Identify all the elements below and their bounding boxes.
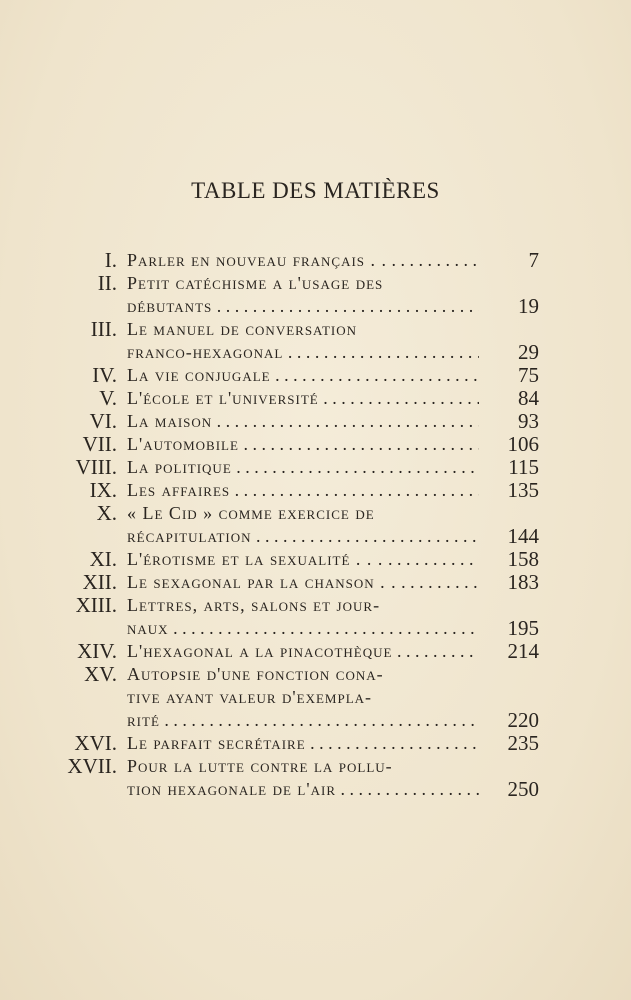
toc-line [0, 341, 631, 364]
chapter-title: Les affaires . . . [127, 479, 479, 502]
toc-line [0, 663, 631, 686]
toc-line [0, 686, 631, 709]
chapter-title: Pour la lutte contre la pollu- [127, 756, 393, 776]
toc-line [0, 548, 631, 571]
toc-line [0, 387, 631, 410]
chapter-number: III. [90, 317, 117, 341]
chapter-number: IX. [89, 478, 117, 502]
toc-line [0, 479, 631, 502]
chapter-number: XI. [89, 547, 117, 571]
toc-line [0, 318, 631, 341]
chapter-number: I. [104, 248, 117, 272]
toc-line [0, 249, 631, 272]
toc-line [0, 456, 631, 479]
chapter-number: IV. [92, 363, 117, 387]
toc-line [0, 410, 631, 433]
page-number: 29 [518, 340, 539, 364]
toc-line [0, 433, 631, 456]
toc-line [0, 295, 631, 318]
page-number: 220 [507, 708, 539, 732]
page-number: 183 [507, 570, 539, 594]
page-number: 106 [507, 432, 539, 456]
chapter-number: X. [96, 501, 117, 525]
chapter-number: XII. [82, 570, 117, 594]
page-number: 7 [528, 248, 539, 272]
chapter-title: La maison . . . [127, 410, 479, 433]
chapter-number: V. [99, 386, 117, 410]
chapter-number: XV. [84, 662, 117, 686]
toc-line [0, 525, 631, 548]
chapter-title: naux . . . [127, 617, 479, 640]
chapter-number: II. [97, 271, 117, 295]
chapter-title: Autopsie d'une fonction cona- [127, 664, 384, 684]
toc-line [0, 364, 631, 387]
toc-line [0, 755, 631, 778]
chapter-number: VIII. [75, 455, 117, 479]
chapter-title: Lettres, arts, salons et jour- [127, 595, 381, 615]
chapter-title: tion hexagonale de l'air . . . [127, 778, 479, 801]
chapter-title: Le manuel de conversation [127, 319, 358, 339]
chapter-title: L'école et l'université . . . [127, 387, 479, 410]
page-number: 84 [518, 386, 539, 410]
chapter-title: « Le Cid » comme exercice de [127, 503, 375, 523]
toc-line [0, 502, 631, 525]
page-number: 250 [507, 777, 539, 801]
chapter-number: XIV. [77, 639, 117, 663]
chapter-title: franco-hexagonal . . . [127, 341, 479, 364]
chapter-number: VII. [82, 432, 117, 456]
page-number: 235 [507, 731, 539, 755]
toc-line [0, 640, 631, 663]
chapter-title: tive ayant valeur d'exempla- [127, 687, 373, 707]
page-number: 195 [507, 616, 539, 640]
page-number: 135 [507, 478, 539, 502]
chapter-number: XVII. [67, 754, 117, 778]
toc-line [0, 272, 631, 295]
page-number: 75 [518, 363, 539, 387]
toc-line [0, 617, 631, 640]
chapter-title: débutants . . . [127, 295, 479, 318]
toc-line [0, 709, 631, 732]
page-number: 214 [507, 639, 539, 663]
chapter-title: Le sexagonal par la chanson . . . . . [127, 571, 479, 594]
chapter-number: XIII. [75, 593, 117, 617]
toc-line [0, 594, 631, 617]
chapter-title: Parler en nouveau français . . . . . [127, 249, 479, 272]
chapter-title: La politique . . . [127, 456, 479, 479]
chapter-number: XVI. [74, 731, 117, 755]
chapter-title: Petit catéchisme a l'usage des [127, 273, 384, 293]
page-number: 158 [507, 547, 539, 571]
chapter-title: L'érotisme et la sexualité . . . . . . [127, 548, 479, 571]
toc-line [0, 571, 631, 594]
toc-line [0, 778, 631, 801]
page-number: 144 [507, 524, 539, 548]
toc-line [0, 732, 631, 755]
page-number: 93 [518, 409, 539, 433]
page-title: TABLE DES MATIÈRES [191, 178, 440, 203]
chapter-title: récapitulation . . . [127, 525, 479, 548]
chapter-title: La vie conjugale . . . [127, 364, 479, 387]
chapter-title: rité . . . [127, 709, 479, 732]
chapter-number: VI. [89, 409, 117, 433]
page-number: 115 [508, 455, 539, 479]
chapter-title: L'hexagonal a la pinacothèque . . . [127, 640, 479, 663]
chapter-title: Le parfait secrétaire . . . [127, 732, 479, 755]
page-number: 19 [518, 294, 539, 318]
chapter-title: L'automobile . . . [127, 433, 479, 456]
